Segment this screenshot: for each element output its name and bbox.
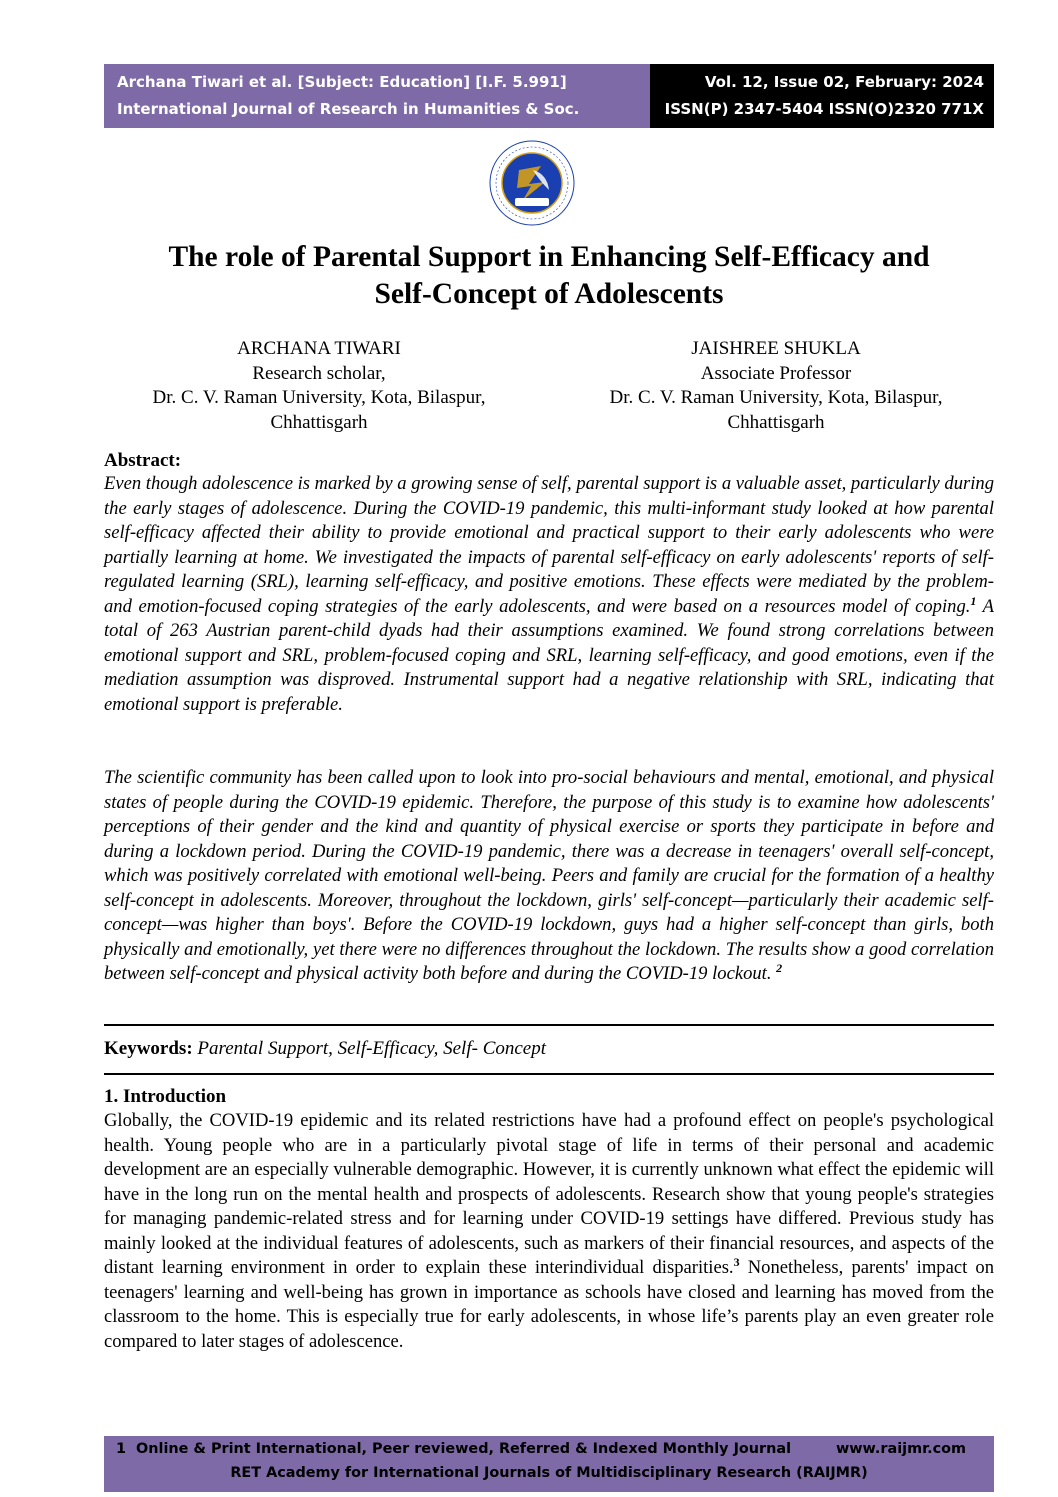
journal-footer [104, 1436, 994, 1492]
journal-header [104, 64, 994, 145]
keywords-line [104, 1037, 546, 1061]
author-role: Associate Professor [700, 362, 852, 384]
keywords-value: Parental Support, Self-Efficacy, Self- Concept [197, 1038, 547, 1059]
author-name: ARCHANA TIWARI [237, 338, 401, 359]
header-author-subject: Archana Tiwari et al. [Subject: Education] [I.F. 5.991] [117, 73, 567, 91]
page-number: 1 [116, 1441, 127, 1457]
header-volume-issue: Vol. 12, Issue 02, February: 2024 [704, 73, 984, 91]
author-block-2 [566, 337, 986, 435]
author-block-1 [104, 337, 534, 435]
footer-journal-type: Online & Print International, Peer reviewed, Referred & Indexed Monthly Journal [136, 1441, 792, 1457]
intro-text-a: Globally, the COVID-19 epidemic and its related restrictions have had a profound effect on people's psychological health. Young people who are in a particularly pivotal stage of life in terms of their personal and academic development are an especially vulnerable demographic. However, it is currently unknown what effect the epidemic will have in the long run on the mental health and prospects of adolescents. Research show that young people's strategies for managing pandemic-related stress and for learning under COVID-19 settings have differed. Previous study has mainly looked at the individual features of adolescents, such as markers of their financial resources, and aspects of the distant learning environment in order to explain these interindividual disparities. [104, 1110, 994, 1278]
abstract-p2-text: The scientific community has been called upon to look into pro-social behaviours and mental, emotional, and physical states of people during the COVID-19 epidemic. Therefore, the purpose of this study is to examine how adolescents' perceptions of their gender and the kind and quantity of physical exercise or sports they participate in before and during a lockdown period. During the COVID-19 pandemic, there was a decrease in teenagers' overall self-concept, which was positively correlated with emotional well-being. Peers and family are crucial for the formation of a healthy self-concept in adolescents. Moreover, throughout the lockdown, girls' self-concept—particularly their academic self-concept—was higher than boys'. Before the COVID-19 lockdown, guys had a higher self-concept than girls, both physically and emotionally, yet there were no differences throughout the lockdown. The results show a good correlation between self-concept and physical activity both before and during the COVID-19 lockout. [104, 767, 994, 984]
divider-top [104, 1024, 994, 1026]
footer-website-link[interactable]: www.raijmr.com [835, 1441, 966, 1457]
author-state: Chhattisgarh [727, 411, 825, 433]
abstract-heading: Abstract: [104, 450, 182, 471]
abstract-paragraph-2 [104, 766, 994, 987]
keywords-label: Keywords: [104, 1038, 193, 1059]
footer-publisher: RET Academy for International Journals of Multidisciplinary Research (RAIJMR) [230, 1465, 868, 1481]
author-role: Research scholar, [252, 362, 386, 384]
header-issn: ISSN(P) 2347-5404 ISSN(O)2320 771X [664, 100, 984, 118]
author-name: JAISHREE SHUKLA [691, 338, 861, 359]
header-right-panel [650, 64, 994, 128]
header-journal-name: International Journal of Research in Humanities & Soc. Sciences [117, 100, 580, 145]
abstract-paragraph-1 [104, 472, 994, 717]
author-state: Chhattisgarh [270, 411, 368, 433]
citation-ref: 3 [733, 1254, 740, 1269]
citation-ref: 2 [776, 960, 783, 975]
title-line-2: Self-Concept of Adolescents [374, 278, 724, 310]
divider-bottom [104, 1073, 994, 1075]
abstract-p1-text: Even though adolescence is marked by a growing sense of self, parental support is a valuable asset, particularly during the early stages of adolescence. During the COVID-19 pandemic, this multi-informant study looked at how parental self-efficacy affected their ability to provide emotional and practical support to their early adolescents who were partially learning at home. We investigated the impacts of parental self-efficacy on early adolescents' reports of self-regulated learning (SRL), learning self-efficacy, and positive emotions. These effects were mediated by the problem- and emotion-focused coping strategies of the early adolescents, and were based on a resources model of coping. [104, 473, 994, 617]
introduction-paragraph [104, 1109, 994, 1354]
author-affiliation: Dr. C. V. Raman University, Kota, Bilaspur, [152, 387, 486, 408]
raijmr-logo [489, 140, 575, 226]
title-line-1: The role of Parental Support in Enhancing Self-Efficacy and [168, 241, 930, 273]
abstract-p1-tail: A total of 263 Austrian parent-child dyads had their assumptions examined. We found strong correlations between emotional support and SRL, problem-focused coping and SRL, learning self-efficacy, and good emotions, even if the mediation assumption was disproved. Instrumental support had a negative relationship with SRL, indicating that emotional support is preferable. [104, 595, 994, 715]
introduction-heading: 1. Introduction [104, 1086, 227, 1107]
citation-ref: 1 [970, 593, 977, 608]
author-affiliation: Dr. C. V. Raman University, Kota, Bilaspur, [609, 387, 943, 408]
paper-title [104, 239, 994, 313]
intro-text-b: Nonetheless, parents' impact on teenagers' learning and well-being has grown in importance as schools have closed and learning has moved from the classroom to the home. This is especially true for early adolescents, in whose life’s parents play an even greater role compared to later stages of adolescence. [104, 1257, 995, 1352]
header-left-panel [104, 64, 650, 145]
footer-row-1 [116, 1441, 791, 1457]
